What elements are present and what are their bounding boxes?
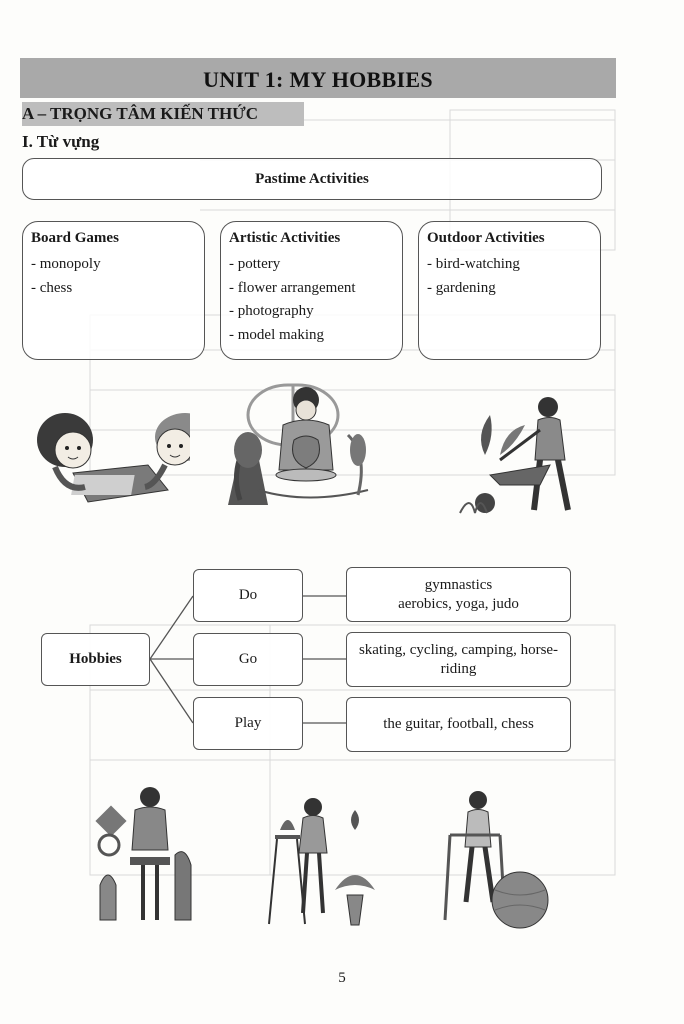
category-item: - photography: [229, 303, 314, 319]
category-title: Outdoor Activities: [427, 230, 545, 246]
examples-text: gymnastics aerobics, yoga, judo: [398, 576, 519, 612]
man-pottery-wheel-illustration: [95, 785, 205, 930]
section-a-heading: A – TRỌNG TÂM KIẾN THỨC: [22, 102, 304, 126]
mindmap-center-label: Hobbies: [69, 651, 122, 667]
mindmap-verb-do: [193, 569, 303, 622]
mindmap-examples-go: [346, 632, 571, 687]
category-item: - monopoly: [31, 256, 101, 272]
category-item: - chess: [31, 279, 73, 296]
page-number: 5: [338, 970, 346, 986]
vocabulary-subheading: I. Từ vựng: [22, 132, 100, 151]
category-item: - model making: [229, 326, 324, 343]
mindmap-verb-go: [193, 633, 303, 686]
examples-text: skating, cycling, camping, horse- riding: [358, 641, 559, 677]
category-item: - bird-watching: [427, 256, 520, 272]
category-item: - pottery: [229, 256, 281, 272]
examples-text: the guitar, football, chess: [383, 716, 534, 732]
verb-label: Do: [238, 587, 258, 603]
category-item: - flower arrangement: [229, 279, 356, 296]
category-item: - gardening: [427, 279, 496, 296]
unit-title-banner: UNIT 1: MY HOBBIES: [20, 58, 616, 98]
verb-label: Go: [238, 651, 258, 667]
category-title: Board Games: [31, 230, 119, 246]
verb-label: Play: [234, 715, 262, 731]
woman-flower-arrangement-illustration: [255, 795, 385, 930]
mindmap-examples-do: [346, 567, 571, 622]
category-title: Artistic Activities: [229, 230, 341, 246]
man-exercising-treadmill-illustration: [440, 790, 550, 930]
mindmap-center-hobbies: [41, 633, 150, 686]
mindmap-verb-play: [193, 697, 303, 750]
pastime-title: Pastime Activities: [255, 171, 369, 187]
mindmap-examples-play: [346, 697, 571, 752]
